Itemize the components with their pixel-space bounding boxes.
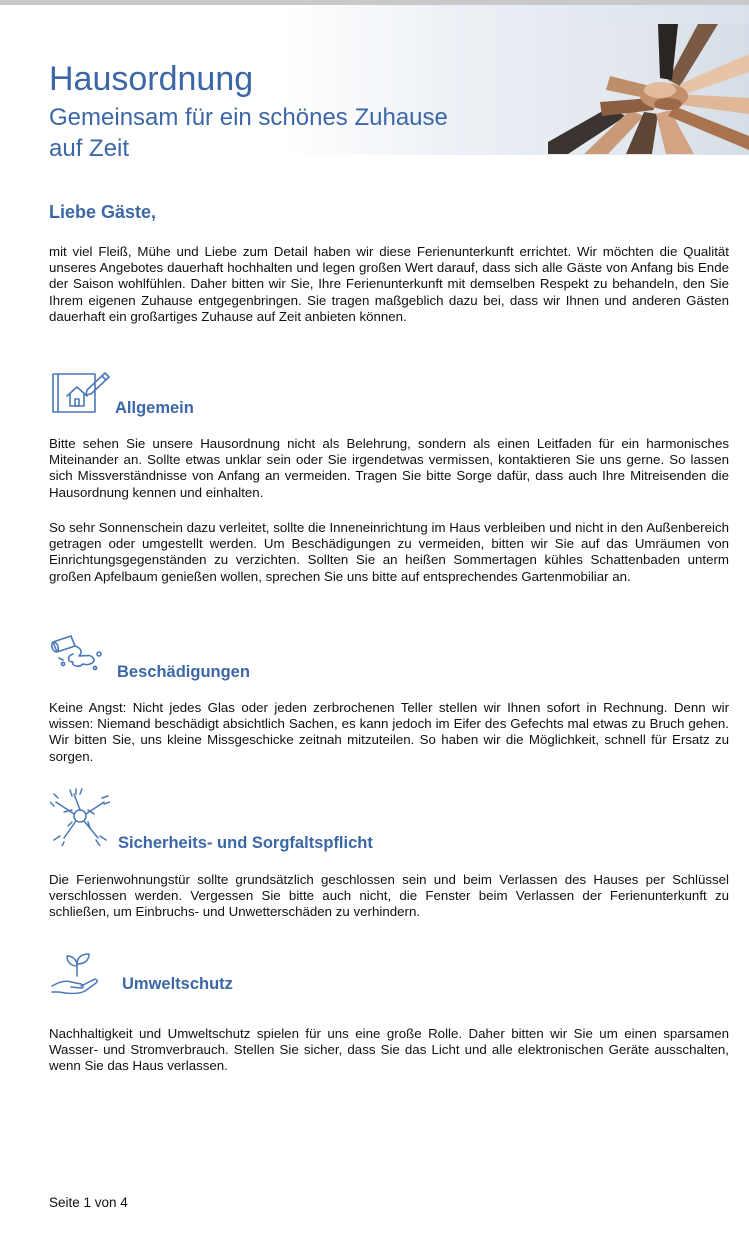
section-heading-sicherheit: Sicherheits- und Sorgfaltspflicht	[118, 834, 373, 852]
hand-with-plant-icon	[51, 952, 101, 994]
allgemein-paragraph-1: Bitte sehen Sie unsere Hausordnung nicht als Belehrung, sondern als einen Leitfaden für ein harmonisches Miteinander an. Sollte etwas unklar sein oder Sie irgendetwas vermissen, kontaktieren Sie uns gerne. So lassen sich Missverständnisse von Anfang an vermeiden. Tragen Sie bitte Sorge dafür, dass auch Ihre Mitreisenden die Hausordnung kennen und einhalten.	[49, 436, 729, 500]
house-drawing-icon	[49, 368, 111, 416]
page-subtitle: Gemeinsam für ein schönes Zuhause auf Zeit	[49, 104, 448, 162]
page-title: Hausordnung	[49, 60, 254, 98]
intro-paragraph: mit viel Fleiß, Mühe und Liebe zum Detail haben wir diese Ferienunterkunft errichtet. Wir möchten die Qualität unseres Angebotes dauerhaft hochhalten und legen großen Wert darauf, dass sich alle Gäste von Anfang bis Ende der Saison wohlfühlen. Daher bitten wir Sie, Ihre Ferienunterkunft mit demselben Respekt zu behandeln, den Sie Ihrem eigenen Zuhause entgegenbringen. Sie tragen maßgeblich dazu bei, dass wir Ihnen und anderen Gästen dauerhaft ein großartiges Zuhause auf Zeit anbieten können.	[49, 244, 729, 324]
allgemein-paragraph-2: So sehr Sonnenschein dazu verleitet, sollte die Inneneinrichtung im Haus verbleiben und nicht in den Außenbereich getragen oder umgestellt werden. Um Beschädigungen zu vermeiden, bitten wir Sie auf das Umräumen von Einrichtungsgegenständen zu verzichten. Sollten Sie an heißen Sommertagen kühles Schattenbaden unterm großen Apfelbaum genießen wollen, sprechen Sie uns bitte auf entsprechendes Gartenmobiliar an.	[49, 520, 729, 584]
beschaedigungen-paragraph: Keine Angst: Nicht jedes Glas oder jeden zerbrochenen Teller stellen wir Ihnen sofort in Rechnung. Denn wir wissen: Niemand beschädigt absichtlich Sachen, es kann jedoch im Eifer des Gefechts mal etwas zu Bruch gehen. Wir bitten Sie, uns kleine Missgeschicke zeitnah mitzuteilen. So haben wir die Möglichkeit, schnell für Ersatz zu sorgen.	[49, 700, 729, 764]
spilled-glass-icon	[49, 632, 107, 672]
page-number: Seite 1 von 4	[49, 1195, 128, 1210]
joined-hands-icon	[50, 788, 110, 846]
section-heading-allgemein: Allgemein	[115, 399, 194, 417]
section-heading-umweltschutz: Umweltschutz	[122, 975, 233, 993]
greeting-heading: Liebe Gäste,	[49, 202, 157, 222]
sicherheit-paragraph: Die Ferienwohnungstür sollte grundsätzlich geschlossen sein und beim Verlassen des Hauses per Schlüssel verschlossen werden. Vergessen Sie bitte auch nicht, die Fenster beim Verlassen der Ferienunterkunft zu schließen, um Einbruchs- und Unwetterschäden zu verhindern.	[49, 872, 729, 920]
section-heading-beschaedigungen: Beschädigungen	[117, 663, 250, 681]
stacked-hands-photo	[548, 24, 749, 154]
umweltschutz-paragraph: Nachhaltigkeit und Umweltschutz spielen für uns eine große Rolle. Daher bitten wir Sie um einen sparsamen Wasser- und Stromverbrauch. Stellen Sie sicher, dass Sie das Licht und alle elektronischen Geräte ausschalten, wenn Sie das Haus verlassen.	[49, 1026, 729, 1074]
